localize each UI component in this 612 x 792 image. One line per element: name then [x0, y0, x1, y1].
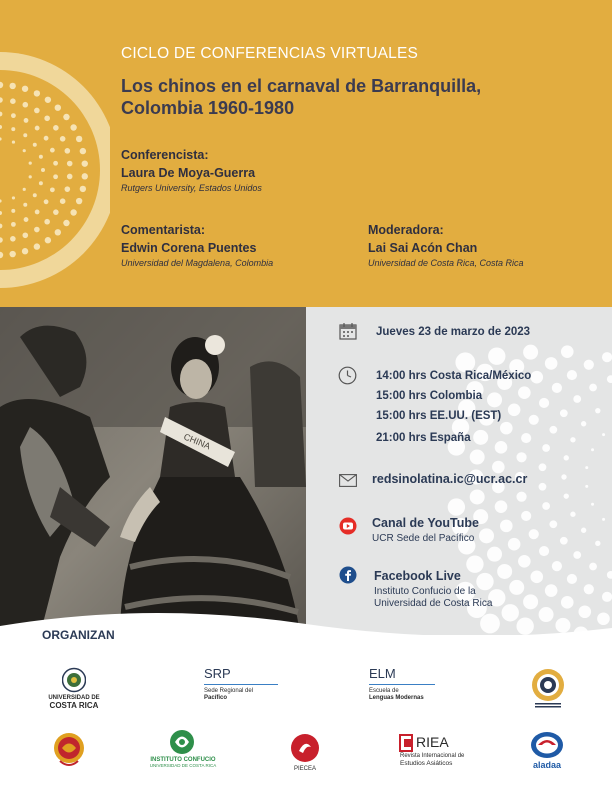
decor-dot [549, 520, 557, 528]
decor-dot [508, 404, 521, 417]
decor-dot [45, 97, 51, 103]
decor-dot [11, 113, 16, 118]
decor-dot [63, 114, 69, 120]
piecea-label: PIECEA [293, 766, 316, 772]
decor-dot [495, 441, 508, 454]
decor-dot [570, 437, 575, 442]
speaker-label: Conferencista: [121, 148, 209, 162]
youtube-channel: UCR Sede del Pacífico [372, 533, 475, 544]
organizers-section [0, 628, 612, 792]
lecture-title [121, 75, 561, 119]
dragon-emblem-logo [52, 731, 86, 769]
aladaa-logo [530, 731, 564, 759]
decor-dot [567, 574, 577, 584]
header-section [0, 0, 612, 307]
decor-dot [584, 584, 594, 594]
decor-dot [44, 115, 50, 121]
decor-dot [29, 175, 32, 178]
riea-emblem-icon [398, 733, 416, 753]
decor-dot [65, 148, 71, 154]
decor-dot [60, 198, 66, 204]
decor-dot [595, 408, 600, 413]
decor-dot [44, 199, 49, 204]
decor-dot [479, 528, 494, 543]
decor-dot [521, 511, 531, 521]
decor-dot [589, 563, 597, 571]
decor-dot [564, 455, 569, 460]
decor-dot [29, 162, 32, 165]
decor-dot [552, 383, 562, 393]
details-section [0, 307, 612, 635]
decor-dot [549, 426, 557, 434]
decor-dot [80, 186, 86, 192]
decor-dot [70, 124, 76, 130]
decor-dot [44, 219, 50, 225]
contact-email[interactable]: redsinolatina.ic@ucr.ac.cr [372, 472, 528, 486]
time-spain: 21:00 hrs España [376, 432, 471, 444]
decor-dot [602, 592, 612, 602]
decor-dot [584, 360, 594, 370]
time-colombia: 15:00 hrs Colombia [376, 390, 483, 402]
commentator-name: Edwin Corena Puentes [121, 241, 257, 255]
aladaa-label: aladaa [532, 760, 562, 770]
decor-dot [602, 433, 605, 436]
elm-sub-2: Lenguas Modernas [369, 695, 424, 701]
elm-title: ELM [369, 666, 396, 681]
decor-dot [497, 564, 512, 579]
decor-dot [500, 520, 513, 533]
confucio-logo [167, 729, 197, 755]
decor-dot [9, 83, 15, 89]
decor-dot [11, 209, 15, 213]
decor-dot [55, 104, 61, 110]
decor-dot [564, 493, 569, 498]
decor-dot [53, 125, 59, 131]
decor-dot [539, 546, 549, 556]
decor-dot [518, 555, 531, 568]
decor-dot [11, 127, 15, 131]
decor-dot [60, 136, 66, 142]
clock-icon [338, 366, 357, 385]
decor-dot [50, 148, 55, 153]
decor-dot [523, 345, 538, 360]
decor-dot [10, 236, 16, 242]
decor-dot [22, 102, 28, 108]
decor-dot [12, 196, 15, 199]
decor-dot [539, 483, 547, 491]
decor-dot [561, 345, 574, 358]
decor-dot [55, 229, 61, 235]
commentator-label: Comentarista: [121, 223, 206, 237]
decor-dot [23, 188, 26, 191]
title-line-1: Los chinos en el carnaval de Barranquilla, [121, 76, 482, 96]
decor-dot [34, 108, 40, 114]
moderator-name: Lai Sai Acón Chan [368, 241, 478, 255]
decor-dot [509, 580, 524, 595]
decor-dot [50, 187, 55, 192]
facebook-sub-2: Universidad de Costa Rica [374, 598, 493, 609]
decor-dot [44, 136, 49, 141]
decor-dot [529, 529, 539, 539]
decor-dot [552, 561, 562, 571]
elm-rule [369, 684, 435, 685]
decor-dot [521, 433, 531, 443]
youtube-title[interactable]: Canal de YouTube [372, 516, 479, 530]
decor-dot [573, 551, 581, 559]
decor-dot [33, 143, 37, 147]
decor-dot [34, 243, 40, 249]
youtube-icon[interactable] [339, 517, 357, 535]
srp-sub-2: Pacífico [204, 695, 228, 701]
title-line-2: Colombia 1960-1980 [121, 98, 295, 118]
decor-dot [581, 528, 586, 533]
sash-text: CHINA [182, 431, 212, 452]
decor-dot [473, 430, 488, 445]
concentric-dots-decoration [0, 0, 110, 290]
riea-sub-1: Revista Internacional de [400, 753, 465, 759]
decor-dot [45, 237, 51, 243]
decor-dot [63, 220, 69, 226]
decor-dot [82, 173, 88, 179]
series-title: CICLO DE CONFERENCIAS VIRTUALES [121, 45, 419, 62]
decor-dot [602, 518, 605, 521]
decor-dot [570, 512, 575, 517]
decor-dot [39, 181, 43, 185]
srp-rule [204, 684, 278, 685]
decor-dot [602, 352, 612, 362]
decor-dot [23, 149, 26, 152]
decor-dot [542, 502, 550, 510]
decor-dot [35, 210, 40, 215]
event-info-panel [306, 307, 612, 635]
speaker-affiliation: Rutgers University, Estados Unidos [121, 183, 262, 193]
decor-dot [11, 222, 16, 227]
decor-dot [545, 357, 558, 370]
decor-dot [466, 555, 483, 572]
ucr-seal-icon [62, 667, 86, 693]
decor-dot [561, 474, 566, 479]
decor-dot [591, 448, 594, 451]
mail-icon [339, 474, 357, 487]
decor-dot [476, 573, 493, 590]
moderator-affiliation: Universidad de Costa Rica, Costa Rica [368, 258, 524, 268]
decor-dot [448, 498, 465, 515]
decor-dot [585, 485, 588, 488]
decor-dot [518, 386, 531, 399]
commentator-affiliation: Universidad del Magdalena, Colombia [121, 258, 274, 268]
decor-dot [80, 148, 86, 154]
confucio-label-2: UNIVERSIDAD DE COSTA RICA [149, 763, 217, 768]
decor-dot [607, 375, 612, 383]
decor-dot [22, 86, 28, 92]
srp-title: SRP [204, 666, 231, 681]
decor-dot [10, 98, 16, 104]
decor-dot [24, 217, 29, 222]
decor-dot [487, 547, 502, 562]
decor-dot [53, 209, 59, 215]
calendar-icon [339, 322, 357, 340]
riea-sub-2: Estudios Asiáticos [400, 760, 453, 767]
decor-dot [67, 174, 73, 180]
decor-dot [530, 571, 543, 584]
decor-dot [82, 160, 88, 166]
decor-dot [545, 584, 558, 597]
decor-dot [53, 161, 58, 166]
decor-dot [567, 370, 577, 380]
decor-dot [23, 133, 27, 137]
decor-dot [76, 136, 82, 142]
decor-dot [70, 209, 76, 215]
decor-dot [495, 500, 508, 513]
decor-dot [22, 248, 28, 254]
decor-dot [529, 415, 539, 425]
decor-dot [24, 118, 29, 123]
decor-dot [508, 538, 521, 551]
decor-dot [39, 155, 43, 159]
decor-dot [35, 126, 40, 131]
decor-dot [539, 398, 549, 408]
carnival-photo-illustration [0, 307, 306, 635]
decor-dot [33, 193, 37, 197]
decor-dot [22, 232, 28, 238]
time-usa: 15:00 hrs EE.UU. (EST) [376, 410, 502, 422]
decor-dot [595, 541, 600, 546]
event-date: Jueves 23 de marzo de 2023 [376, 326, 531, 338]
carnival-photo [0, 307, 306, 635]
decor-dot [76, 198, 82, 204]
speaker-name: Laura De Moya-Guerra [121, 166, 256, 180]
decor-dot [65, 186, 71, 192]
decor-dot [41, 168, 45, 172]
elm-sub-1: Escuela de [369, 688, 399, 694]
decor-dot [581, 421, 586, 426]
decor-dot [516, 492, 526, 502]
decor-dot [23, 203, 27, 207]
decor-dot [34, 227, 40, 233]
decor-dot [589, 384, 597, 392]
decor-dot [500, 422, 513, 435]
decor-dot [560, 409, 568, 417]
decor-dot [539, 463, 547, 471]
decor-dot [12, 140, 15, 143]
decor-dot [470, 489, 485, 504]
decor-dot [487, 392, 502, 407]
piecea-logo [290, 733, 320, 763]
decor-dot [573, 395, 581, 403]
red-sinolatina-logo [531, 668, 565, 708]
ucr-label-1: UNIVERSIDAD DE [48, 695, 100, 701]
facebook-sub-1: Instituto Confucio de la [374, 586, 476, 597]
decor-dot [585, 466, 588, 469]
decor-dot [560, 537, 568, 545]
moderator-label: Moderadora: [368, 223, 444, 237]
decor-dot [9, 251, 15, 257]
time-costa-rica: 14:00 hrs Costa Rica/México [376, 370, 532, 382]
facebook-icon[interactable] [339, 566, 357, 584]
riea-title: RIEA [416, 734, 449, 750]
organizers-title: ORGANIZAN [42, 628, 115, 642]
decor-dot [591, 503, 594, 506]
decor-dot [607, 571, 612, 579]
decor-dot [542, 444, 550, 452]
srp-sub-1: Sede Regional del [204, 688, 254, 694]
decor-dot [530, 371, 543, 384]
ucr-label-2: COSTA RICA [49, 701, 99, 710]
decor-dot [34, 90, 40, 96]
decor-dot [67, 161, 73, 167]
decor-dot [53, 174, 58, 179]
decor-dot [488, 347, 505, 364]
facebook-title[interactable]: Facebook Live [374, 569, 461, 583]
decor-dot [516, 452, 526, 462]
decor-dot [470, 450, 485, 465]
confucio-label-1: INSTITUTO CONFUCIO [150, 757, 216, 763]
